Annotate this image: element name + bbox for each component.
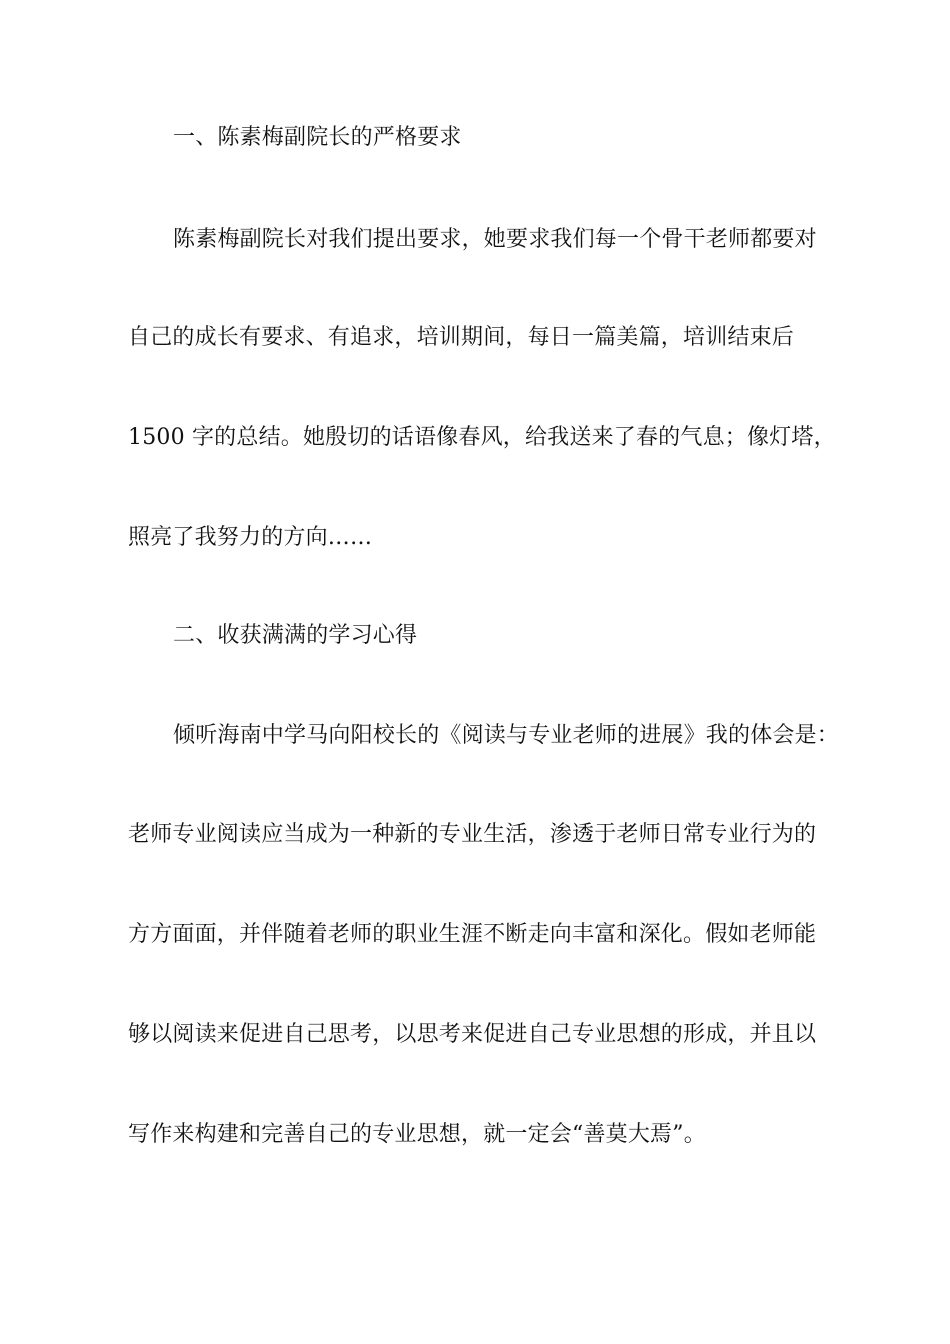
section-heading-2: 二、收获满满的学习心得 — [173, 623, 418, 648]
paragraph-line: 陈素梅副院长对我们提出要求，她要求我们每一个骨干老师都要对 — [173, 227, 817, 252]
paragraph-line: 自己的成长有要求、有追求，培训期间，每日一篇美篇，培训结束后 — [128, 325, 795, 350]
paragraph-line: 方方面面，并伴随着老师的职业生涯不断走向丰富和深化。假如老师能 — [128, 922, 817, 947]
section-heading-1: 一、陈素梅副院长的严格要求 — [173, 125, 462, 150]
paragraph-line: 写作来构建和完善自己的专业思想，就一定会“善莫大焉”。 — [128, 1122, 706, 1147]
paragraph-line: 照亮了我努力的方向…… — [128, 525, 373, 550]
paragraph-line: 倾听海南中学马向阳校长的《阅读与专业老师的进展》我的体会是： — [173, 723, 840, 748]
paragraph-line: 老师专业阅读应当成为一种新的专业生活，渗透于老师日常专业行为的 — [128, 822, 817, 847]
paragraph-line: 1500 字的总结。她殷切的话语像春风，给我送来了春的气息；像灯塔， — [128, 425, 836, 450]
paragraph-line: 够以阅读来促进自己思考，以思考来促进自己专业思想的形成，并且以 — [128, 1022, 817, 1047]
